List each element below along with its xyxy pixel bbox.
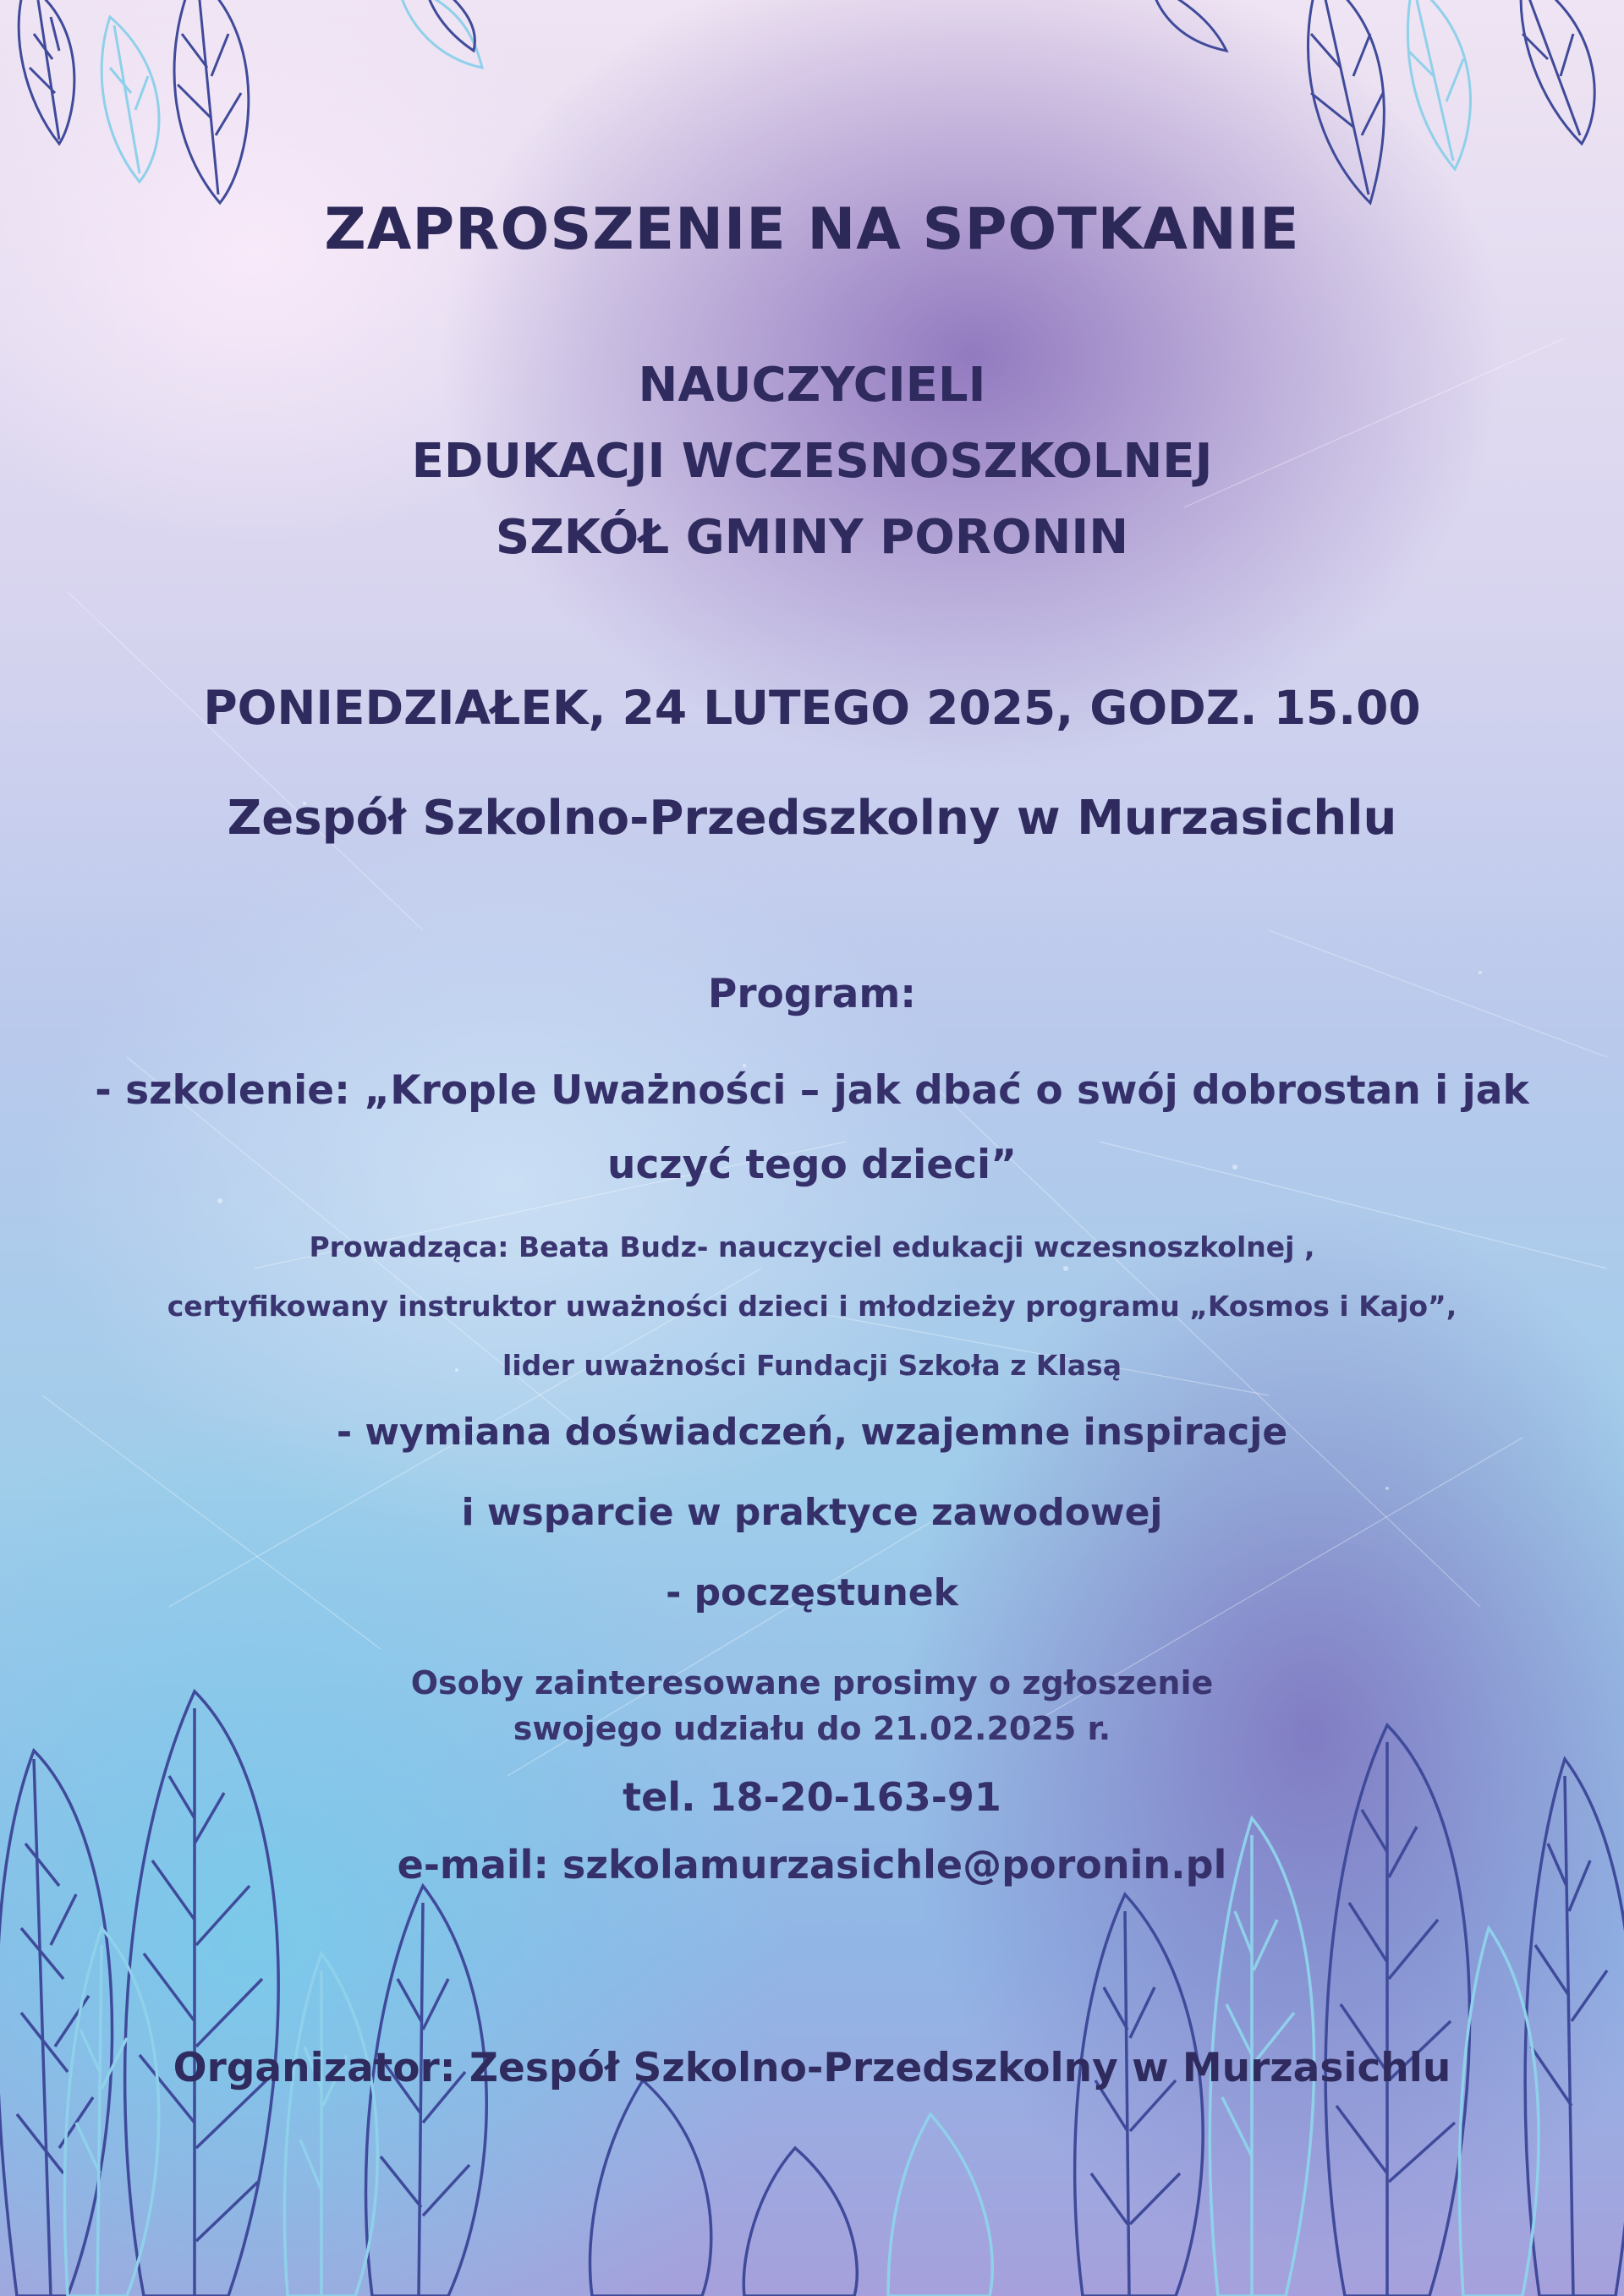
audience-line-1: NAUCZYCIELI (638, 358, 986, 413)
presenter-line-1: Prowadząca: Beata Budz- nauczyciel edukacji wczesnoszkolnej , (309, 1230, 1315, 1263)
event-place: Zespół Szkolno-Przedszkolny w Murzasichlu (227, 791, 1397, 846)
invitation-title: ZAPROSZENIE NA SPOTKANIE (324, 196, 1300, 263)
program-item-exchange-line-2: i wsparcie w praktyce zawodowej (461, 1491, 1163, 1534)
presenter-line-2: certyfikowany instruktor uważności dzieci i młodzieży programu „Kosmos i Kajo”, (167, 1290, 1457, 1323)
contact-phone: tel. 18-20-163-91 (623, 1774, 1001, 1820)
program-item-training-line-1: - szkolenie: „Krople Uważności – jak dbać o swój dobrostan i jak (95, 1067, 1529, 1114)
program-item-exchange-line-1: - wymiana doświadczeń, wzajemne inspiracje (336, 1411, 1288, 1454)
program-item-training-line-2: uczyć tego dzieci” (606, 1142, 1018, 1188)
organizer: Organizator: Zespół Szkolno-Przedszkolny w Murzasichlu (173, 2045, 1451, 2091)
presenter-line-3: lider uważności Fundacji Szkoła z Klasą (502, 1349, 1122, 1382)
event-date-time: PONIEDZIAŁEK, 24 LUTEGO 2025, GODZ. 15.00 (203, 681, 1421, 735)
program-item-refreshments: - poczęstunek (666, 1571, 958, 1614)
contact-email: e-mail: szkolamurzasichle@poronin.pl (397, 1842, 1227, 1888)
leaf-decoration-bottom (0, 1674, 1624, 2296)
registration-line-1: Osoby zainteresowane prosimy o zgłoszenie (410, 1664, 1214, 1701)
leaf-decoration-top-left (0, 0, 524, 220)
program-heading: Program: (707, 971, 917, 1017)
leaf-decoration-top-right (1100, 0, 1624, 220)
registration-line-2: swojego udziału do 21.02.2025 r. (513, 1710, 1111, 1747)
audience-line-2: EDUKACJI WCZESNOSZKOLNEJ (411, 434, 1213, 489)
audience-line-3: SZKÓŁ GMINY PORONIN (495, 510, 1129, 565)
